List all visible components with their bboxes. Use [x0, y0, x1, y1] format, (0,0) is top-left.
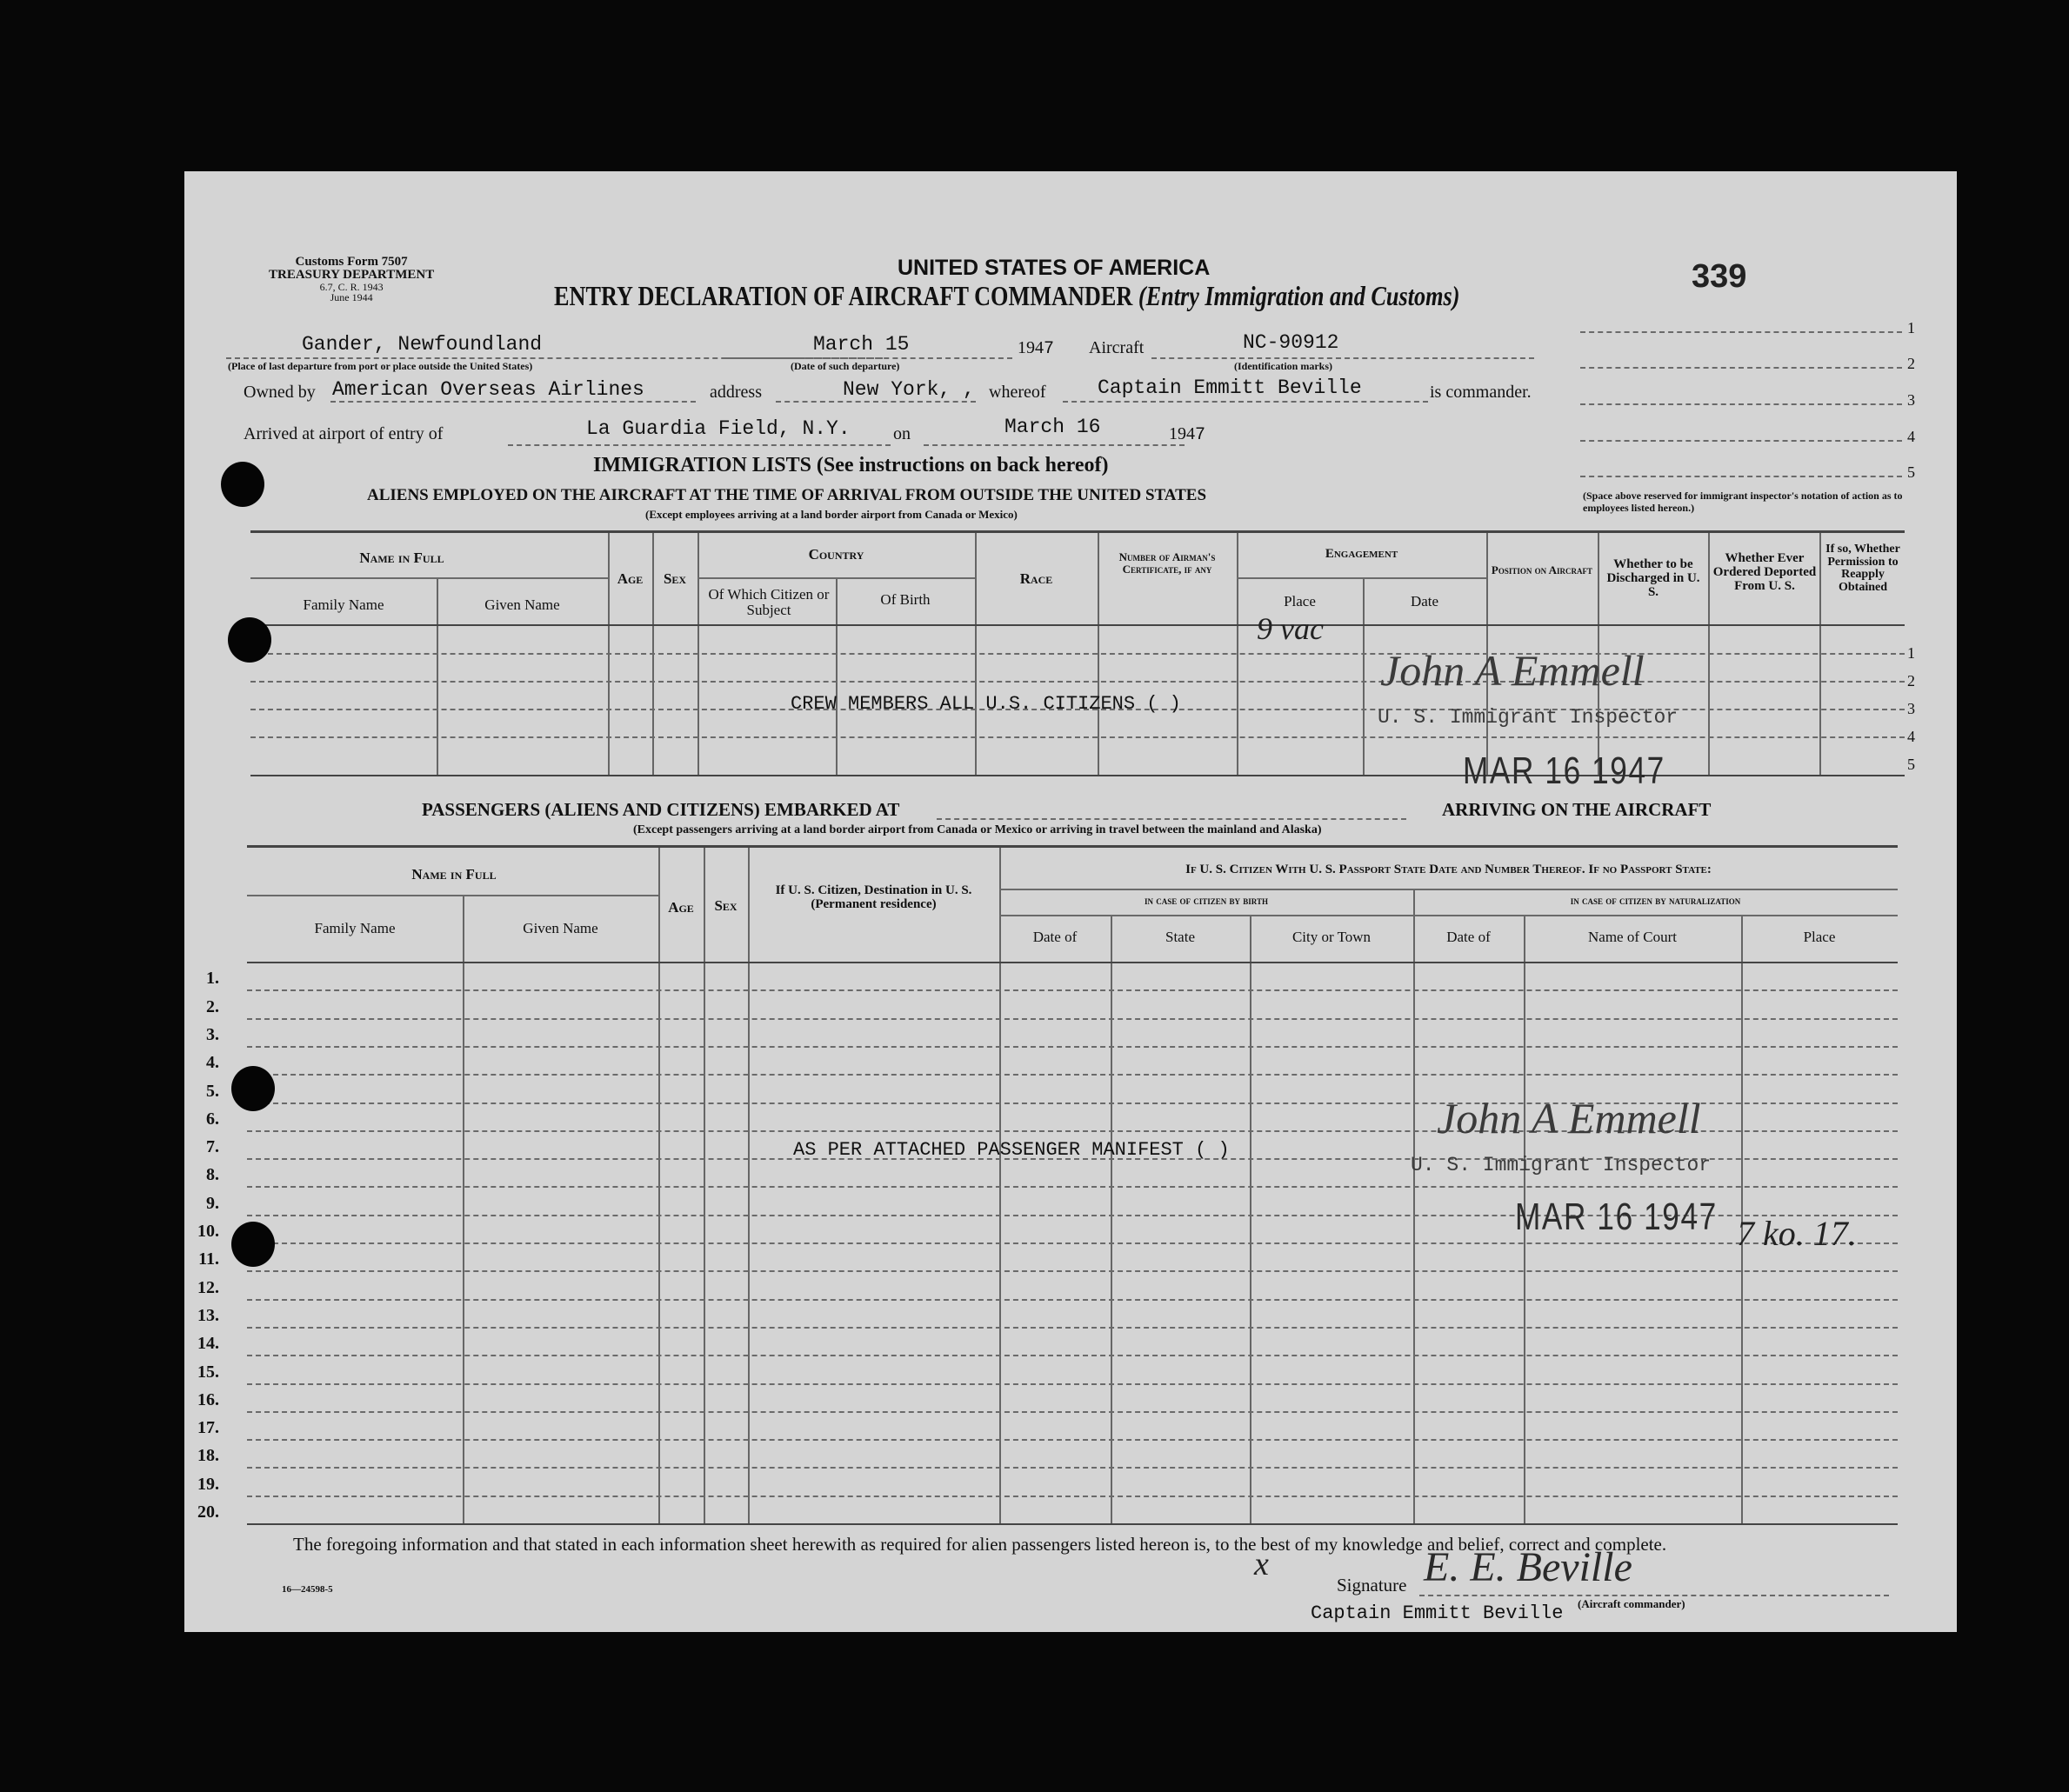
passenger-row-line [247, 1299, 1898, 1301]
form-title-main: ENTRY DECLARATION OF AIRCRAFT COMMANDER [554, 280, 1133, 311]
crew-col-airman-cert: Number of Airman's Certificate, if any [1118, 550, 1216, 576]
arrival-date-line [924, 444, 1185, 446]
crew-col-race: Race [1019, 570, 1053, 587]
inspector-caption: (Space above reserved for immigrant inspector's notation of action as to employees listed hereon.) [1583, 490, 1903, 515]
crew-col-place: Place [1284, 593, 1316, 610]
passenger-row-line [247, 1074, 1898, 1076]
inspector-line-number: 1 [1907, 319, 1915, 336]
immigration-note: (Except employees arriving at a land border airport from Canada or Mexico) [645, 508, 1018, 521]
immigration-subheading: ALIENS EMPLOYED ON THE AIRCRAFT AT THE TIME OF ARRIVAL FROM OUTSIDE THE UNITED STATES [367, 486, 1207, 504]
arrival-date: March 16 [1004, 416, 1101, 438]
passenger-col-divider [1413, 889, 1415, 1523]
owner-address: New York, , [843, 378, 975, 401]
passenger-row-number: 1. [206, 969, 219, 989]
inspector-line-number: 4 [1907, 428, 1915, 445]
passenger-col-divider [1250, 916, 1251, 1523]
crew-row-number: 4 [1907, 728, 1915, 745]
crew-col-given-name: Given Name [484, 596, 560, 613]
passenger-subheader-rule [999, 915, 1898, 916]
print-code: 16—24598-5 [282, 1584, 333, 1595]
signature-mark: x [1254, 1546, 1269, 1582]
crew-header-bottom-rule [250, 624, 1905, 626]
crew-row-number: 1 [1907, 644, 1915, 662]
crew-subheader-rule [1237, 577, 1486, 579]
passenger-row-line [247, 1383, 1898, 1385]
passengers-note: (Except passengers arriving at a land border airport from Canada or Mexico or arriving in travel between the mainland and Alaska) [633, 823, 1322, 836]
address-line [776, 401, 976, 403]
arrival-year-prefix: 194 [1169, 424, 1195, 443]
departure-date-caption: (Date of such departure) [791, 360, 900, 372]
aircraft-marks: NC-90912 [1243, 331, 1339, 354]
departure-date-line [725, 357, 1012, 359]
crew-col-age: Age [617, 570, 644, 587]
crew-col-discharged: Whether to be Discharged in U. S. [1606, 557, 1700, 599]
punch-hole [231, 1066, 275, 1111]
passenger-col-age: Age [668, 899, 694, 916]
passenger-row-number: 8. [206, 1165, 219, 1185]
inspector-line-number: 3 [1907, 391, 1915, 409]
passenger-row-line [247, 1018, 1898, 1020]
passenger-row-line [247, 1411, 1898, 1413]
passenger-row-number: 16. [197, 1389, 219, 1409]
crew-col-citizen-of: Of Which Citizen or Subject [708, 586, 830, 618]
passenger-col-family-name: Family Name [314, 920, 396, 936]
owner-line [330, 401, 696, 403]
passenger-row-line [247, 1496, 1898, 1497]
punch-hole [231, 1222, 275, 1267]
passenger-row-line [247, 1355, 1898, 1356]
departure-date: March 15 [813, 333, 910, 356]
passenger-handwritten-note: 7 ko. 17. [1737, 1214, 1857, 1253]
arrival-airport-line [508, 444, 891, 446]
passenger-row-line [247, 989, 1898, 991]
crew-col-divider [1098, 533, 1099, 776]
passenger-row-line [247, 1242, 1898, 1244]
passengers-heading-arriving: ARRIVING ON THE AIRCRAFT [1442, 799, 1712, 820]
passenger-col-divider [1111, 916, 1112, 1523]
departure-year-prefix: 194 [1018, 338, 1044, 357]
aircraft-label: Aircraft [1089, 338, 1145, 357]
departure-place: Gander, Newfoundland [302, 333, 543, 356]
aircraft-marks-caption: (Identification marks) [1234, 360, 1332, 372]
page-number: 339 [1692, 258, 1747, 295]
crew-col-name: Name in Full [359, 550, 444, 566]
passenger-subheader-rule [247, 895, 658, 896]
passenger-col-by-naturalization: in case of citizen by naturalization [1570, 894, 1741, 907]
passenger-row-number: 19. [197, 1474, 219, 1494]
passenger-col-passport: If U. S. Citizen With U. S. Passport State Date and Number Thereof. If no Passport State: [1185, 863, 1712, 876]
passenger-col-sex: Sex [714, 897, 737, 914]
inspector-line-4 [1580, 440, 1902, 442]
owner: American Overseas Airlines [332, 378, 644, 401]
aircraft-marks-line [1151, 357, 1534, 359]
passenger-row-number: 10. [197, 1222, 219, 1241]
passenger-row-number: 14. [197, 1334, 219, 1354]
passenger-row-line [247, 1467, 1898, 1469]
crew-col-family-name: Family Name [303, 596, 384, 613]
punch-hole [228, 617, 271, 663]
passenger-row-number: 18. [197, 1446, 219, 1466]
crew-col-date: Date [1410, 593, 1439, 610]
passenger-col-name: Name in Full [411, 866, 497, 883]
commander-line [1063, 401, 1428, 403]
regulation-ref: 6.7, C. R. 1943 [319, 281, 384, 293]
crew-col-deported: Whether Ever Ordered Deported From U. S. [1712, 551, 1817, 593]
crew-row-number: 5 [1907, 756, 1915, 773]
passenger-row-line [247, 1046, 1898, 1048]
passenger-row-number: 9. [206, 1193, 219, 1213]
arrival-airport: La Guardia Field, N.Y. [586, 417, 851, 440]
departure-year-suffix: 7 [1044, 339, 1055, 359]
embarked-at-line [937, 818, 1406, 820]
passenger-row-number: 7. [206, 1137, 219, 1157]
crew-subheader-rule [697, 577, 975, 579]
passenger-row-number: 3. [206, 1024, 219, 1044]
form-number: Customs Form 7507 [295, 255, 408, 269]
country-heading: UNITED STATES OF AMERICA [898, 256, 1211, 280]
crew-col-divider [697, 533, 699, 776]
commander-signature: E. E. Beville [1424, 1544, 1632, 1590]
passenger-col-birth-date: Date of [1032, 929, 1078, 945]
signature-label: Signature [1337, 1575, 1407, 1595]
is-commander-label: is commander. [1430, 383, 1532, 402]
form-title-italic: (Entry Immigration and Customs) [1138, 280, 1460, 311]
form-title [554, 280, 1460, 312]
arrival-year [1169, 424, 1205, 445]
passenger-subheader-rule [999, 889, 1898, 890]
commander-name: Captain Emmitt Beville [1098, 376, 1362, 399]
crew-col-divider [608, 533, 610, 776]
crew-col-sex: Sex [663, 570, 687, 587]
inspector-line-number: 5 [1907, 463, 1915, 481]
crew-handwritten-note: 9 vac [1257, 611, 1324, 646]
inspector-line-number: 2 [1907, 355, 1915, 372]
inspector-line-1 [1580, 331, 1902, 333]
passenger-row-number: 13. [197, 1305, 219, 1325]
inspector-title: U. S. Immigrant Inspector [1411, 1154, 1712, 1176]
passenger-row-number: 5. [206, 1081, 219, 1101]
signature-caption: (Aircraft commander) [1578, 1597, 1685, 1610]
immigration-heading: IMMIGRATION LISTS (See instructions on back hereof) [593, 454, 1109, 476]
passenger-col-given-name: Given Name [523, 920, 598, 936]
inspector-stamp-date: MAR 16 1947 [1463, 749, 1665, 792]
passenger-row-number: 6. [206, 1109, 219, 1129]
passenger-row-number: 4. [206, 1053, 219, 1073]
passenger-col-place: Place [1803, 929, 1836, 945]
crew-entry: CREW MEMBERS ALL U.S. CITIZENS ( ) [791, 693, 1181, 715]
passenger-row-number: 20. [197, 1502, 219, 1522]
declaration-text: The foregoing information and that stated in each information sheet herewith as required for alien passengers listed hereon is, to the best of my knowledge and belief, correct and complete. [293, 1534, 1667, 1555]
crew-col-permission: If so, Whether Permission to Reapply Obtained [1825, 543, 1900, 595]
arrival-year-suffix: 7 [1195, 425, 1206, 445]
crew-row-line [250, 736, 1905, 738]
crew-col-divider [1237, 533, 1238, 776]
crew-col-engagement: Engagement [1325, 547, 1398, 561]
passenger-col-state: State [1165, 929, 1195, 945]
passenger-col-city: City or Town [1291, 929, 1372, 945]
inspector-stamp-date: MAR 16 1947 [1515, 1196, 1718, 1238]
passenger-row-line [247, 1186, 1898, 1188]
inspector-line-2 [1580, 367, 1902, 369]
passenger-col-court: Name of Court [1588, 929, 1677, 945]
passenger-row-number: 17. [197, 1418, 219, 1438]
form-number-block [269, 256, 434, 303]
inspector-title: U. S. Immigrant Inspector [1378, 706, 1679, 729]
address-label: address [710, 383, 762, 402]
passenger-row-number: 15. [197, 1362, 219, 1382]
departure-year [1018, 338, 1054, 359]
crew-row-line [250, 681, 1905, 683]
form-sheet [184, 171, 1957, 1632]
crew-col-divider [836, 578, 838, 776]
whereof-label: whereof [989, 383, 1046, 402]
passenger-row-line [247, 1270, 1898, 1272]
passenger-row-line [247, 1439, 1898, 1441]
inspector-signature: John A Emmell [1380, 646, 1645, 695]
passenger-row-number: 2. [206, 996, 219, 1016]
passengers-heading: PASSENGERS (ALIENS AND CITIZENS) EMBARKED AT [422, 799, 900, 820]
crew-col-country: Country [808, 546, 864, 563]
declaration-rule [247, 1523, 1898, 1525]
punch-hole [221, 462, 264, 507]
departure-place-caption: (Place of last departure from port or place outside the United States) [228, 360, 533, 372]
crew-col-birth: Of Birth [880, 591, 931, 608]
passenger-row-number: 12. [197, 1277, 219, 1297]
owned-by-label: Owned by [244, 383, 316, 402]
crew-row-number: 3 [1907, 700, 1915, 717]
crew-col-divider [1708, 533, 1710, 776]
form-date: June 1944 [330, 291, 373, 303]
crew-col-divider [652, 533, 654, 776]
arrival-label: Arrived at airport of entry of [244, 424, 444, 443]
passenger-col-destination: If U. S. Citizen, Destination in U. S. (Permanent residence) [775, 883, 972, 911]
crew-col-divider [975, 533, 977, 776]
signature-line [1419, 1595, 1889, 1596]
inspector-signature: John A Emmell [1437, 1094, 1701, 1142]
crew-row-line [250, 653, 1905, 655]
passenger-col-by-birth: in case of citizen by birth [1145, 894, 1268, 907]
crew-subheader-rule [250, 577, 608, 579]
arrival-on-label: on [893, 424, 911, 443]
treasury-department: TREASURY DEPARTMENT [269, 268, 435, 282]
passenger-header-bottom-rule [247, 962, 1898, 963]
commander-typed-name: Captain Emmitt Beville [1311, 1602, 1564, 1624]
passenger-entry: AS PER ATTACHED PASSENGER MANIFEST ( ) [793, 1139, 1230, 1161]
inspector-line-3 [1580, 403, 1902, 405]
crew-row-number: 2 [1907, 672, 1915, 689]
inspector-line-5 [1580, 476, 1902, 477]
passenger-row-line [247, 1327, 1898, 1329]
passenger-row-number: 11. [198, 1249, 219, 1269]
passenger-col-nat-date: Date of [1446, 929, 1491, 945]
crew-table-top-rule [250, 530, 1905, 533]
passenger-table-top-rule [247, 845, 1898, 848]
crew-col-position: Position on Aircraft [1491, 563, 1593, 576]
